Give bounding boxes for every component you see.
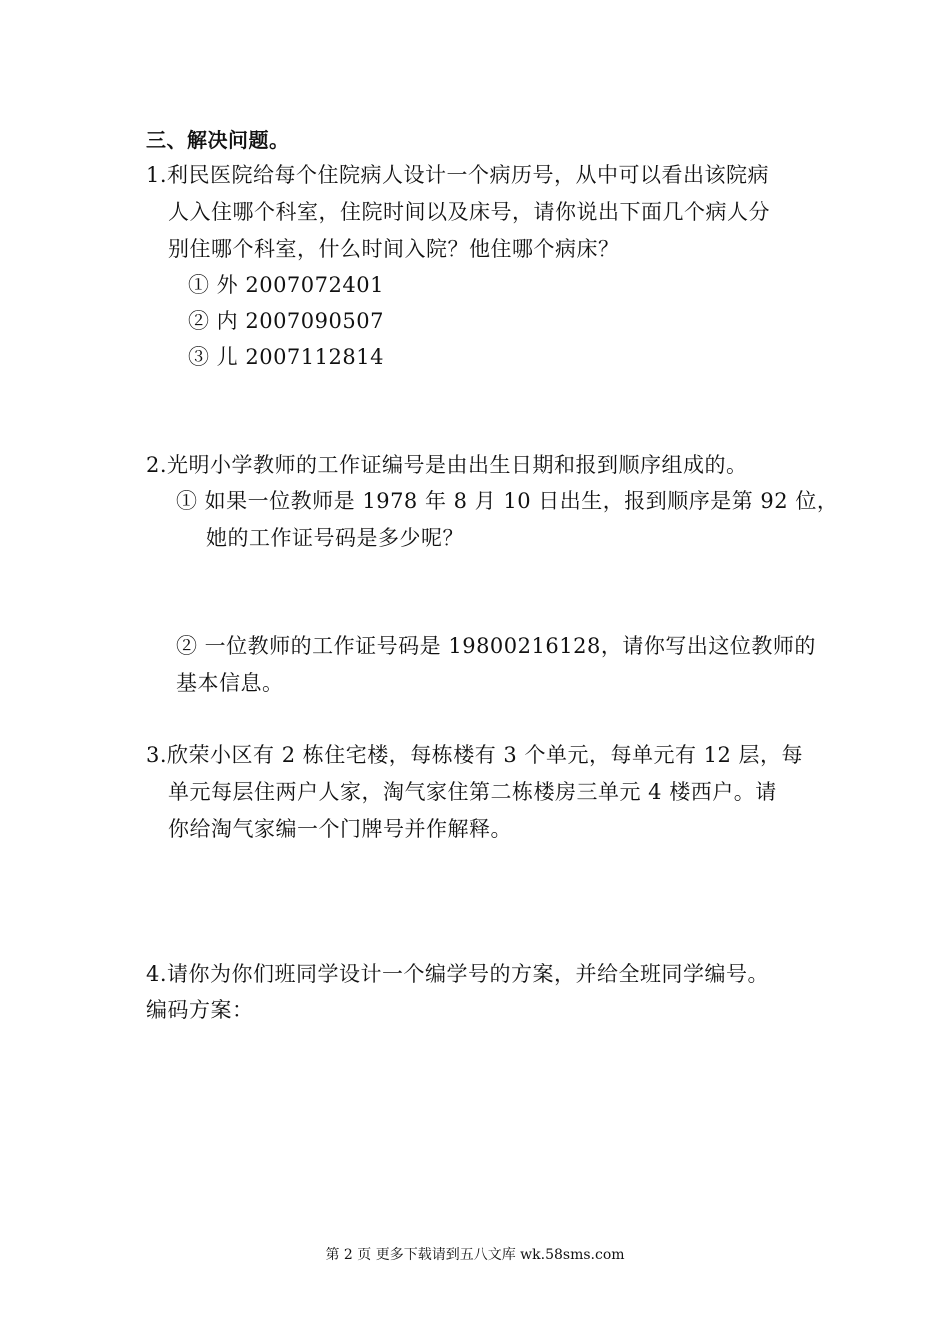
q1-item-2: ② 内 2007090507 xyxy=(188,309,384,333)
page-footer: 第 2 页 更多下载请到五八文库 wk.58sms.com xyxy=(325,1247,625,1263)
q1-item-3: ③ 儿 2007112814 xyxy=(188,345,384,369)
q2-sub2-line1: ② 一位教师的工作证号码是 19800216128，请你写出这位教师的 xyxy=(176,634,816,658)
q1-line2: 人入住哪个科室，住院时间以及床号，请你说出下面几个病人分 xyxy=(168,200,770,224)
q2-sub1-line2: 她的工作证号码是多少呢？ xyxy=(206,526,464,550)
q2-line1: 2.光明小学教师的工作证编号是由出生日期和报到顺序组成的。 xyxy=(146,453,748,477)
q1-line3: 别住哪个科室，什么时间入院？他住哪个病床？ xyxy=(168,237,620,261)
q3-line3: 你给淘气家编一个门牌号并作解释。 xyxy=(168,817,512,841)
q1-item-1: ① 外 2007072401 xyxy=(188,273,384,297)
q2-sub1-line1: ① 如果一位教师是 1978 年 8 月 10 日出生，报到顺序是第 92 位， xyxy=(176,489,839,513)
q3-line1: 3.欣荣小区有 2 栋住宅楼，每栋楼有 3 个单元，每单元有 12 层，每 xyxy=(146,743,804,767)
q4-line2: 编码方案： xyxy=(146,998,254,1022)
q4-line1: 4.请你为你们班同学设计一个编学号的方案，并给全班同学编号。 xyxy=(146,962,770,986)
q2-sub2-line2: 基本信息。 xyxy=(176,671,284,695)
q1-line1: 1.利民医院给每个住院病人设计一个病历号，从中可以看出该院病 xyxy=(146,163,770,187)
section-title: 三、解决问题。 xyxy=(146,128,290,152)
q3-line2: 单元每层住两户人家，淘气家住第二栋楼房三单元 4 楼西户。请 xyxy=(168,780,777,804)
